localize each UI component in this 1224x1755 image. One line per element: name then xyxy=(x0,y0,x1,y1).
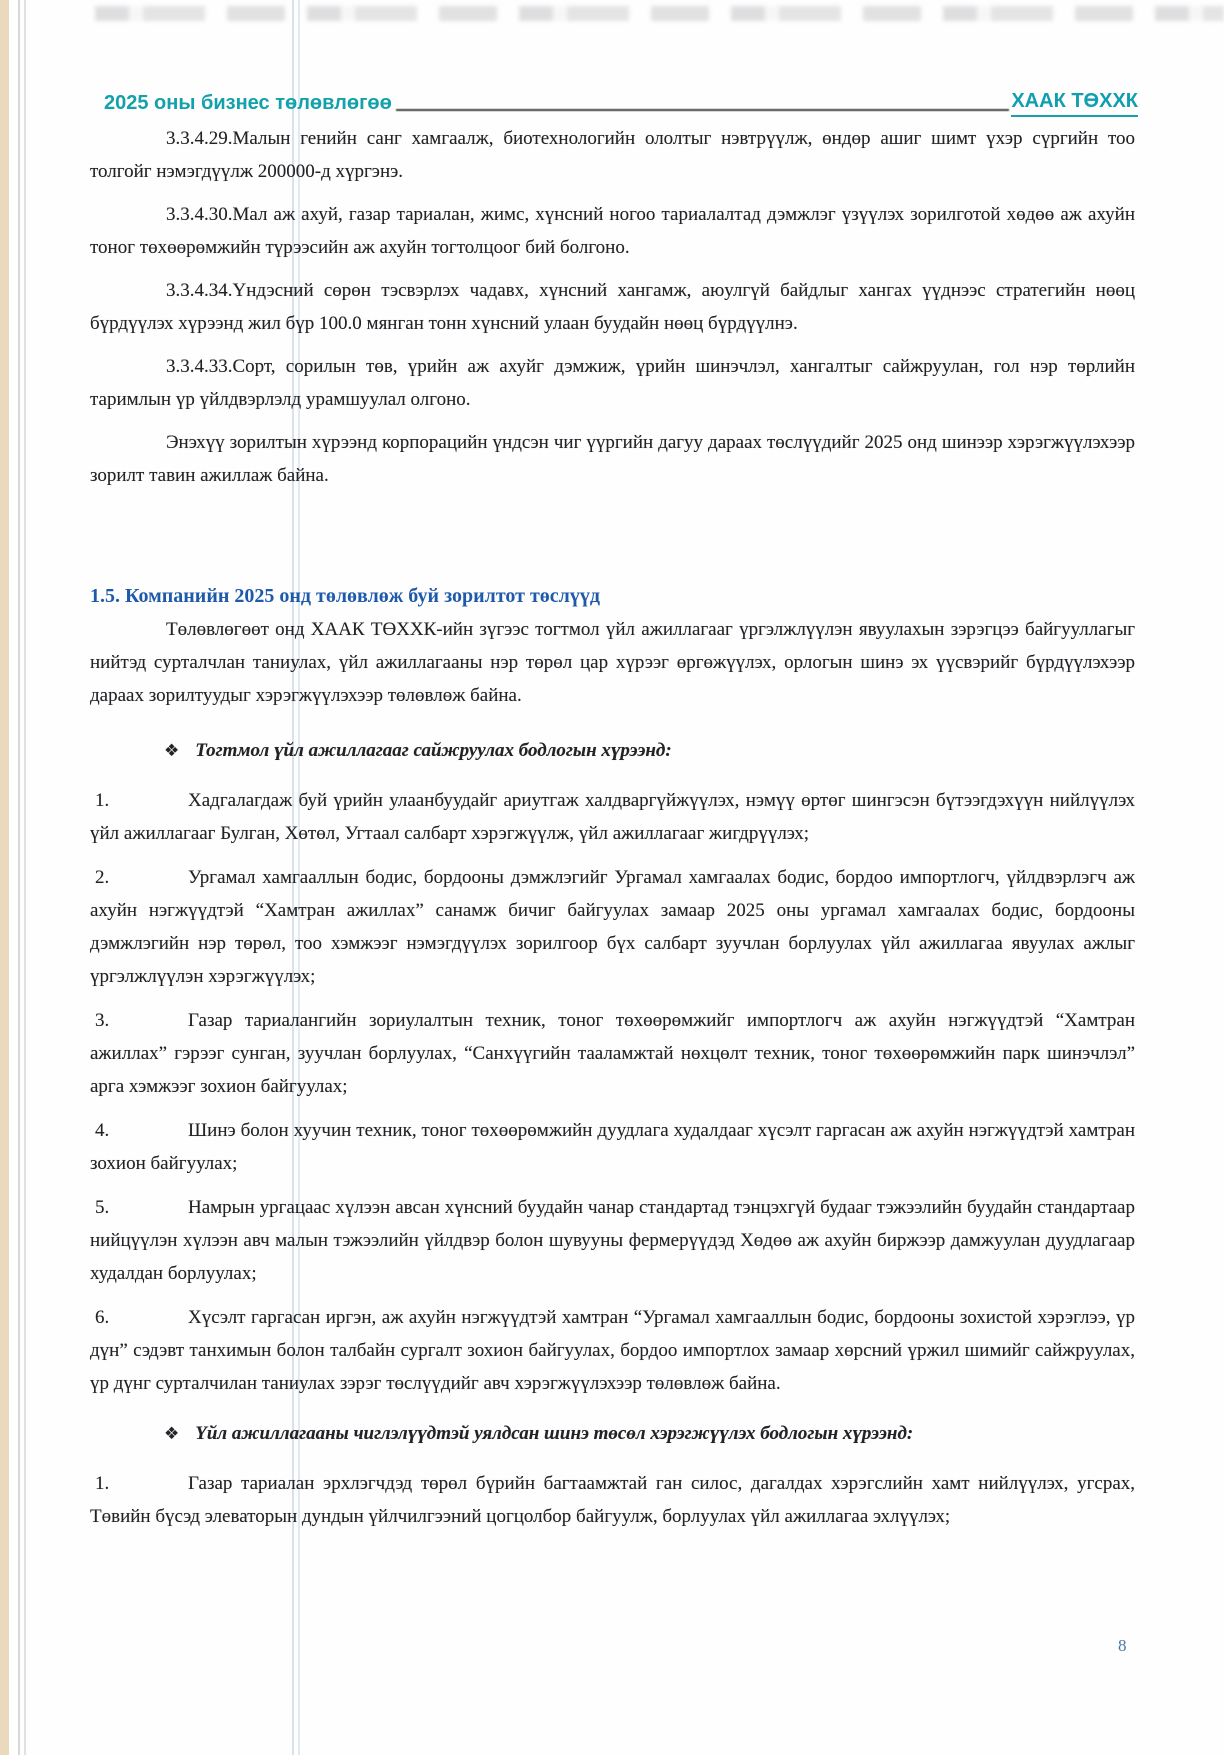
paragraph-3-3-4-33: 3.3.4.33.Сорт, сорилын төв, үрийн аж ахуйг дэмжиж, үрийн шинэчлэл, хангалтыг сайжруулан, гол нэр төрлийн таримлын үр үйлдвэрлэлд урамшуулал олгоно. xyxy=(90,356,1135,410)
diamond-bullet-icon: ❖ xyxy=(164,1424,180,1444)
list-item xyxy=(90,784,1135,850)
policy-heading-new-projects xyxy=(90,1417,1135,1451)
list-item-number: 3. xyxy=(95,1010,110,1031)
list-item xyxy=(90,861,1135,993)
policy-heading-label: Тогтмол үйл ажиллагааг сайжруулах бодлогын хүрээнд: xyxy=(195,740,672,761)
left-binding-strip xyxy=(0,0,9,1755)
list-item xyxy=(90,1467,1135,1533)
document-body xyxy=(90,122,1135,1544)
list-item-number: 4. xyxy=(95,1120,110,1141)
diamond-bullet-icon: ❖ xyxy=(164,741,180,761)
list-item-text: Ургамал хамгааллын бодис, бордооны дэмжлэгийг Ургамал хамгаалах бодис, бордоо импортлогч, үйлдвэрлэгч аж ахуйн нэгжүүдтэй “Хамтран ажиллах” санамж бичиг байгуулах замаар 2025 оны ургамал хамгаалах бодис, бордооны дэмжлэгийн нэр төрөл, тоо хэмжээг нэмэгдүүлэх зорилгоор бүх салбарт зуучлан борлуулах үйл ажиллагаа явуулах ажлыг үргэлжлүүлэн хэрэгжүүлэх; xyxy=(90,867,1135,987)
list-item-text: Хадгалагдаж буй үрийн улаанбуудайг ариутгаж халдваргүйжүүлэх, нэмүү өртөг шингэсэн бүтээгдэхүүн нийлүүлэх үйл ажиллагааг Булган, Хөтөл, Угтаал салбарт хэрэгжүүлж, үйл ажиллагааг жигдрүүлэх; xyxy=(90,790,1135,844)
paragraph-3-3-4-34: 3.3.4.34.Үндэсний сөрөн тэсвэрлэх чадавх, хүнсний хангамж, аюулгүй байдлыг хангах үүднээс стратегийн нөөц бүрдүүлэх хүрээнд жил бүр 100.0 мянган тонн хүнсний улаан буудайн нөөц бүрдүүлнэ. xyxy=(90,280,1135,334)
list-item-text: Газар тариалан эрхлэгчдэд төрөл бүрийн багтаамжтай ган силос, дагалдах хэрэгслийн хамт нийлүүлэх, угсрах, Төвийн бүсэд элеваторын дундын үйлчилгээний цогцолбор байгуулж, борлуулах үйл ажиллагаа эхлүүлэх; xyxy=(90,1473,1135,1527)
list-item xyxy=(90,1191,1135,1290)
header-rule xyxy=(396,109,1010,111)
list-item-text: Газар тариалангийн зориулалтын техник, тоног төхөөрөмжийг импортлогч аж ахуйн нэгжүүдтэй “Хамтран ажиллах” гэрээг сунган, зуучлан борлуулах, “Санхүүгийн тааламжтай нөхцөлт техник, тоног төхөөрөмжийн парк шинэчлэл” арга хэмжээг зохион байгуулах; xyxy=(90,1010,1135,1097)
page-number: 8 xyxy=(1118,1636,1127,1655)
paragraph-3-3-4-29: 3.3.4.29.Малын генийн санг хамгаалж, биотехнологийн ололтыг нэвтрүүлж, өндөр ашиг шимт үхэр сүргийн тоо толгойг нэмэгдүүлж 200000-д хүргэнэ. xyxy=(90,128,1135,182)
list-item xyxy=(90,1004,1135,1103)
list-item xyxy=(90,1301,1135,1400)
list-item-number: 6. xyxy=(95,1307,110,1328)
scan-bleedthrough-strip xyxy=(95,6,1224,21)
list-item xyxy=(90,1114,1135,1180)
scan-vertical-line xyxy=(24,0,26,1755)
list-item-number: 1. xyxy=(95,1473,110,1494)
policy-heading-label: Үйл ажиллагааны чиглэлүүдтэй уялдсан шинэ төсөл хэрэгжүүлэх бодлогын хүрээнд: xyxy=(195,1423,914,1444)
scan-vertical-line xyxy=(18,0,20,1755)
header-document-title: 2025 оны бизнес төлөвлөгөө xyxy=(104,92,392,114)
list-item-text: Намрын ургацаас хүлээн авсан хүнсний буудайн чанар стандартад тэнцэхгүй будааг тэжээлийн буудайн стандартаар нийцүүлэн хүлээн авч малын тэжээлийн үйлдвэр болон шувууны фермерүүдэд Хөдөө аж ахуйн биржээр дамжуулан дуудлагаар худалдан борлуулах; xyxy=(90,1197,1135,1284)
page-header xyxy=(104,90,1138,117)
list-item-text: Хүсэлт гаргасан иргэн, аж ахуйн нэгжүүдтэй хамтран “Ургамал хамгааллын бодис, бордооны зохистой хэрэглээ, үр дүн” сэдэвт танхимын болон талбайн сургалт зохион байгуулах, бордоо импортлох замаар хөрсний үржил шимийг сайжруулах, үр дүнг сурталчилан таниулах зэрэг төслүүдийг авч хэрэгжүүлэхээр төлөвлөж байна. xyxy=(90,1307,1135,1394)
list-item-number: 5. xyxy=(95,1197,110,1218)
paragraph-goal-summary: Энэхүү зорилтын хүрээнд корпорацийн үндсэн чиг үүргийн дагуу дараах төслүүдийг 2025 онд шинээр хэрэгжүүлэхээр зорилт тавин ажиллаж байна. xyxy=(90,432,1135,486)
paragraph-3-3-4-30: 3.3.4.30.Мал аж ахуй, газар тариалан, жимс, хүнсний ногоо тариалалтад дэмжлэг үзүүлэх зорилготой хөдөө аж ахуйн тоног төхөөрөмжийн түрээсийн аж ахуйн тогтолцоог бий болгоно. xyxy=(90,204,1135,258)
section-heading-1-5: 1.5. Компанийн 2025 онд төлөвлөж буй зорилтот төслүүд xyxy=(90,585,601,607)
list-item-text: Шинэ болон хуучин техник, тоног төхөөрөмжийн дуудлага худалдааг хүсэлт гаргасан аж ахуйн нэгжүүдтэй хамтран зохион байгуулах; xyxy=(90,1120,1135,1174)
policy-heading-regular-activities xyxy=(90,734,1135,768)
section-intro-paragraph: Төлөвлөгөөт онд ХААК ТӨХХК-ийн зүгээс тогтмол үйл ажиллагааг үргэлжлүүлэн явуулахын зэрэгцээ байгууллагыг нийтэд сурталчлан таниулах, үйл ажиллагааны нэр төрөл цар хүрээг өргөжүүлэх, орлогын шинэ эх үүсвэрийг бүрдүүлэхээр дараах зорилтуудыг хэрэгжүүлэхээр төлөвлөж байна. xyxy=(90,619,1135,706)
list-item-number: 1. xyxy=(95,790,110,811)
list-item-number: 2. xyxy=(95,867,110,888)
header-company-name: ХААК ТӨХХК xyxy=(1011,90,1138,117)
